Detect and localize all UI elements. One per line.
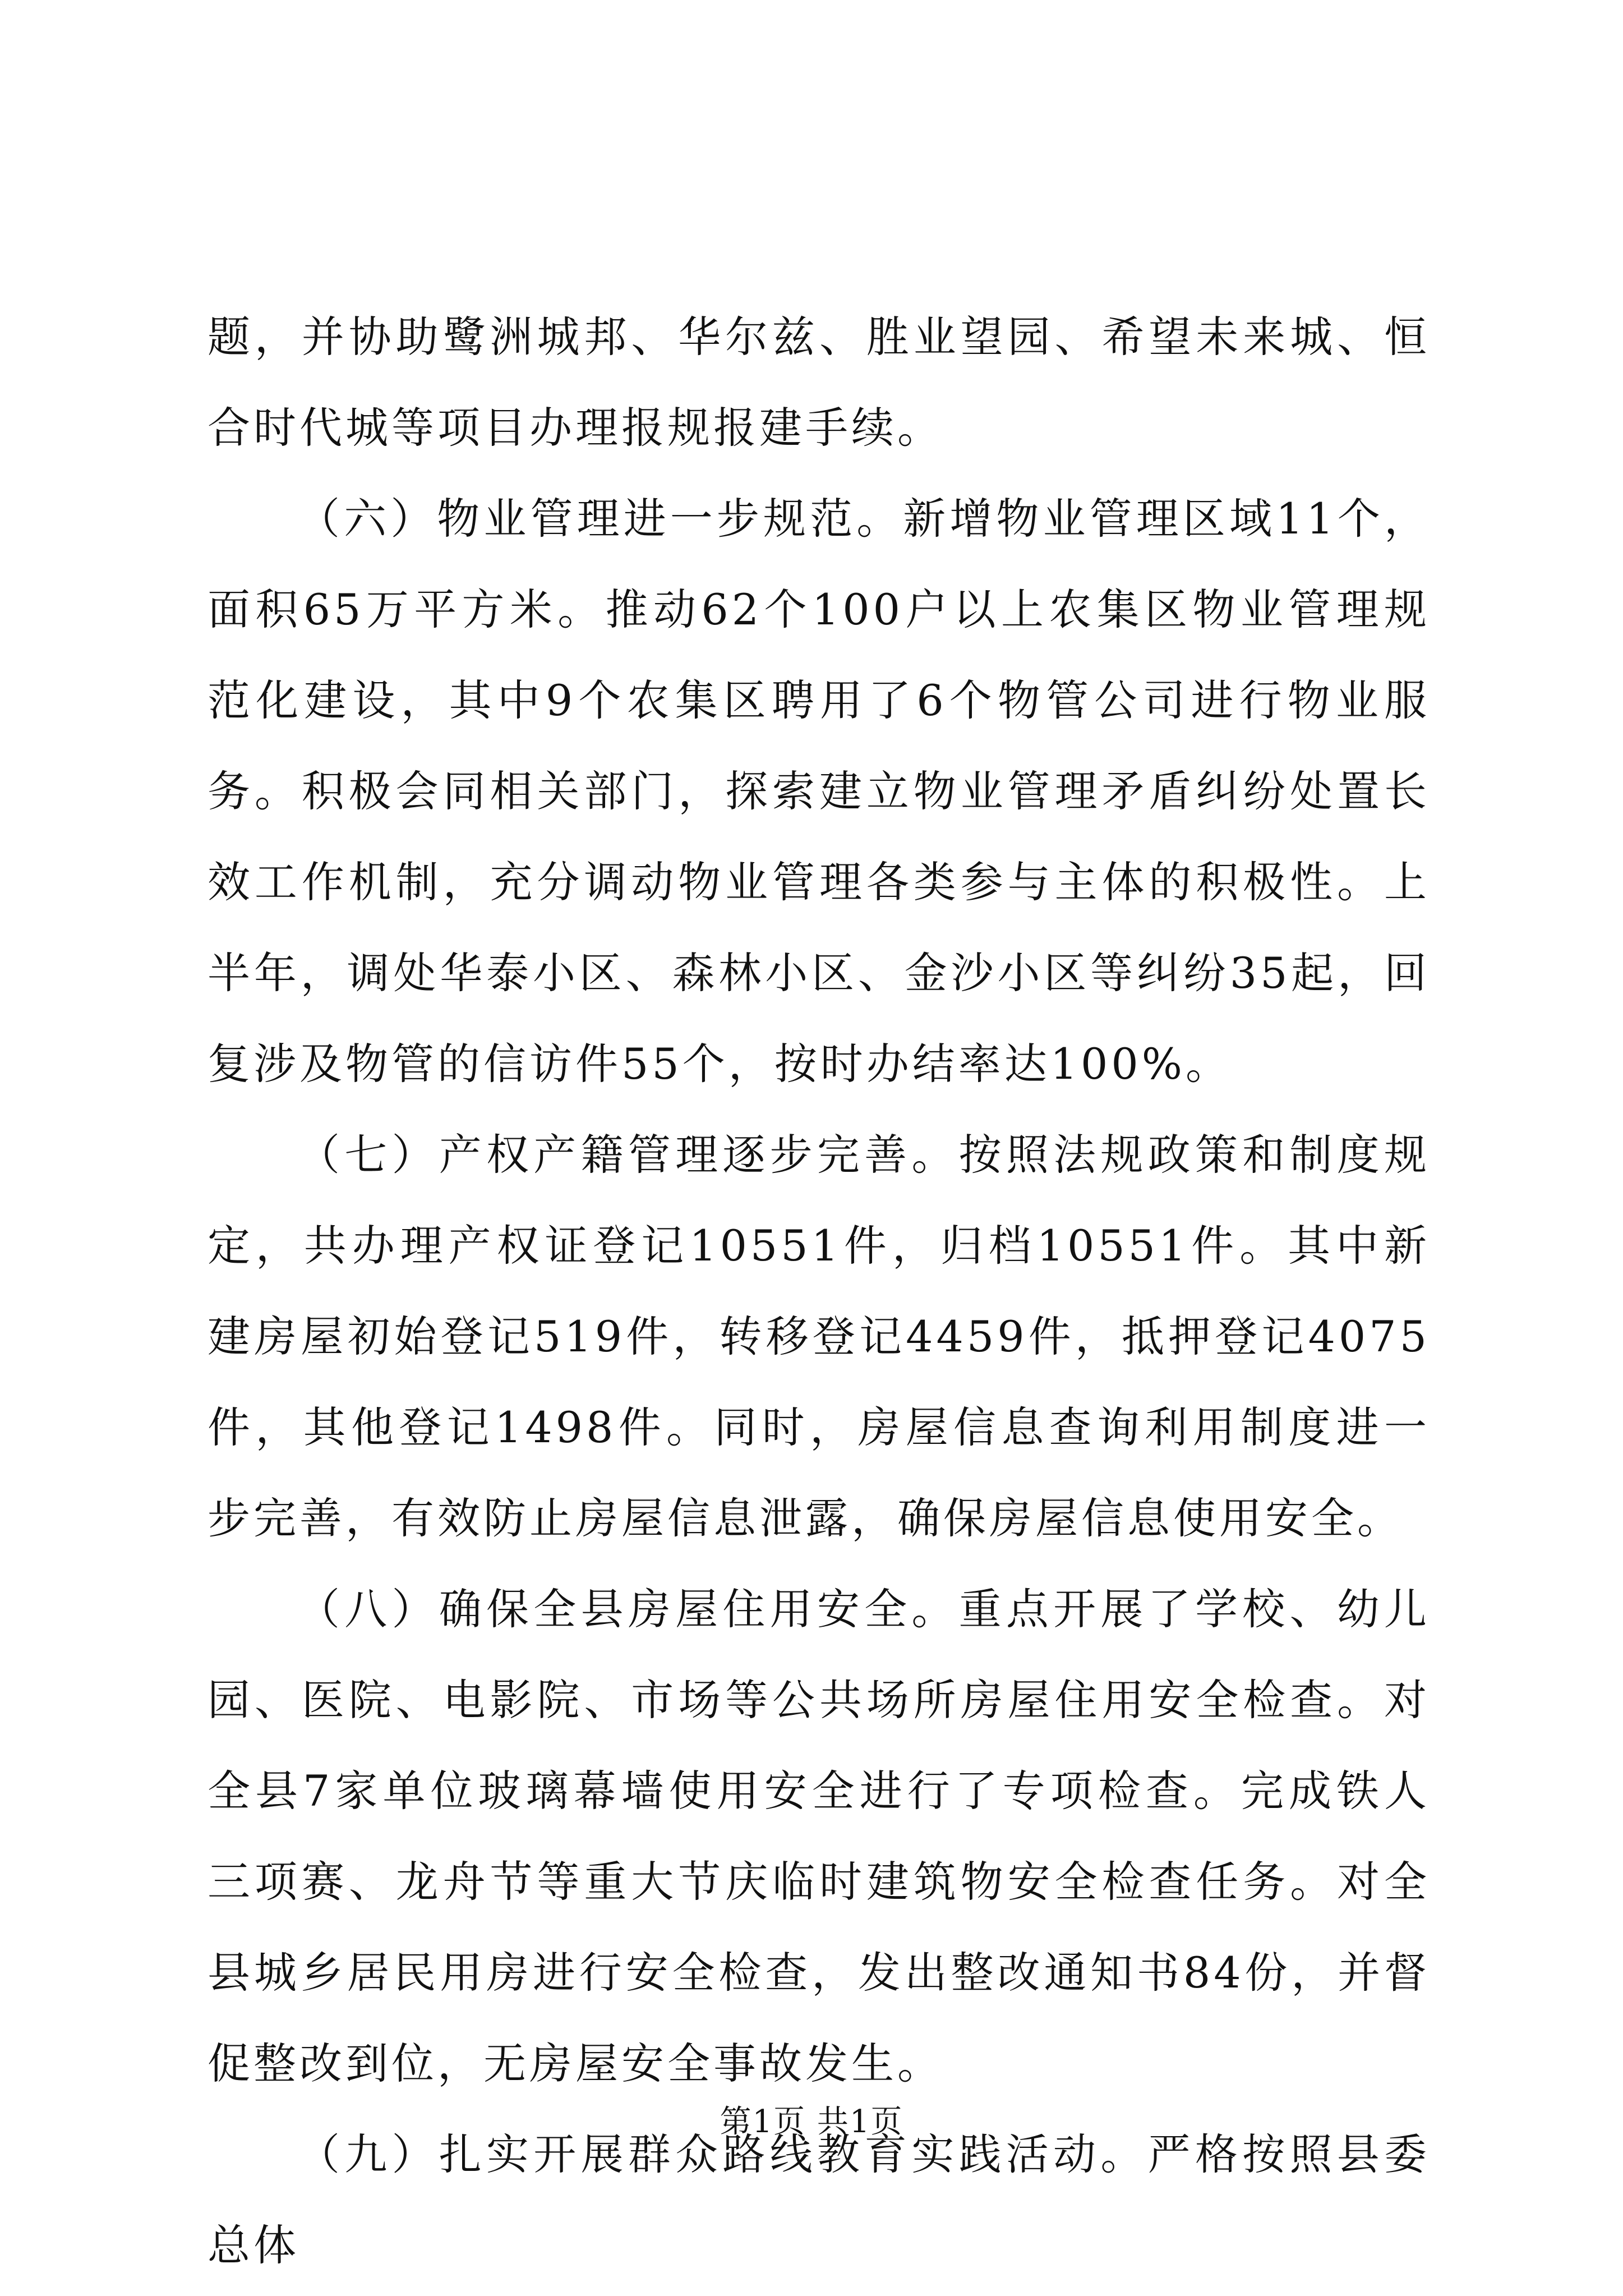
document-body xyxy=(208,292,1430,2291)
paragraph-mass-line-education: （九）扎实开展群众路线教育实践活动。严格按照县委总体 xyxy=(208,2129,1430,2270)
paragraph-continuation: 题，并协助鹭洲城邦、华尔兹、胜业望园、希望未来城、恒合时代城等项目办理报规报建手续。 xyxy=(208,312,1430,453)
page-footer: 第1页 共1页 xyxy=(720,2104,903,2140)
paragraph-housing-safety: （八）确保全县房屋住用安全。重点开展了学校、幼儿园、医院、电影院、市场等公共场所房屋住用安全检查。对全县7家单位玻璃幕墙使用安全进行了专项检查。完成铁人三项赛、龙舟节等重大节庆临时建筑物安全检查任务。对全县城乡居民用房进行安全检查，发出整改通知书84份，并督促整改到位，无房屋安全事故发生。 xyxy=(208,1584,1430,2088)
paragraph-property-registration: （七）产权产籍管理逐步完善。按照法规政策和制度规定，共办理产权证登记10551件，归档10551件。其中新建房屋初始登记519件，转移登记4459件，抵押登记4075件，其他登记1498件。同时，房屋信息查询利用制度进一步完善，有效防止房屋信息泄露，确保房屋信息使用安全。 xyxy=(208,1130,1430,1543)
paragraph-property-management: （六）物业管理进一步规范。新增物业管理区域11个，面积65万平方米。推动62个100户以上农集区物业管理规范化建设，其中9个农集区聘用了6个物管公司进行物业服务。积极会同相关部门，探索建立物业管理矛盾纠纷处置长效工作机制，充分调动物业管理各类参与主体的积极性。上半年，调处华泰小区、森林小区、金沙小区等纠纷35起，回复涉及物管的信访件55个，按时办结率达100%。 xyxy=(208,494,1430,1089)
